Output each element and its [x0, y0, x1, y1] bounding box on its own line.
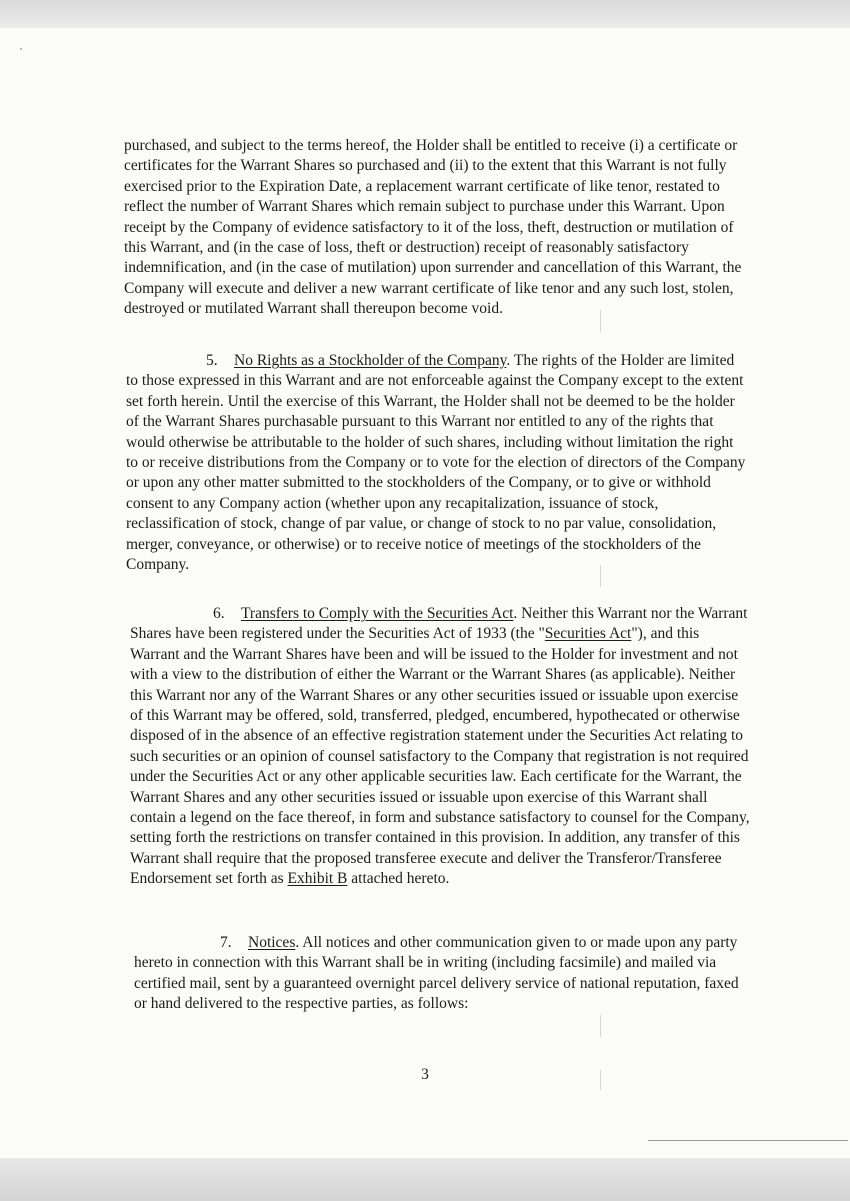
footer-rule	[648, 1140, 848, 1141]
section-5-heading: No Rights as a Stockholder of the Company	[234, 352, 507, 369]
exhibit-b-reference: Exhibit B	[287, 870, 348, 888]
section-6-heading: Transfers to Comply with the Securities Act	[241, 605, 514, 622]
section-7-number: 7.	[220, 934, 232, 951]
scan-top-edge	[0, 0, 850, 28]
section-5-paragraph	[126, 351, 746, 575]
section-7-paragraph	[134, 933, 754, 1015]
section-5-number: 5.	[206, 352, 218, 369]
section-6-body-part3: attached hereto.	[347, 870, 450, 888]
scan-speck	[20, 48, 22, 50]
page-number: 3	[421, 1066, 429, 1083]
section-7-heading: Notices	[248, 934, 296, 951]
section-6-number: 6.	[213, 605, 225, 622]
section-6-body-part2: "), and this Warrant and the Warrant Shares have been and will be issued to the Holder for investment and not with a view to the distribution of either the Warrant or the Warrant Shares (as applicable). Neither this Warrant nor any of the Warrant Shares or any other securities issued or issuable upon exercise of this Warrant may be offered, sold, transferred, pledged, encumbered, hypothecated or otherwise disposed of in the absence of an effective registration statement under the Securities Act relating to such securities or an opinion of counsel satisfactory to the Company that registration is not required under the Securities Act or any other applicable securities law. Each certificate for the Warrant, the Warrant Shares and any other securities issued or issuable upon exercise of this Warrant shall contain a legend on the face thereof, in form and substance satisfactory to counsel for the Company, setting forth the restrictions on transfer contained in this provision. In addition, any transfer of this Warrant shall require that the proposed transferee execute and deliver the Transferor/Transferee Endorsement set forth as	[130, 625, 750, 888]
section-6-paragraph	[130, 604, 750, 890]
scan-bottom-edge	[0, 1158, 850, 1201]
paragraph-continuation: purchased, and subject to the terms hereof, the Holder shall be entitled to receive (i) a certificate or certificates for the Warrant Shares so purchased and (ii) to the extent that this Warrant is not fully exercised prior to the Expiration Date, a replacement warrant certificate of like tenor, restated to reflect the number of Warrant Shares which remain subject to purchase under this Warrant. Upon receipt by the Company of evidence satisfactory to it of the loss, theft, destruction or mutilation of this Warrant, and (in the case of loss, theft or destruction) receipt of reasonably satisfactory indemnification, and (in the case of mutilation) upon surrender and cancellation of this Warrant, the Company will execute and deliver a new warrant certificate of like tenor and any such lost, stolen, destroyed or mutilated Warrant shall thereupon become void.	[124, 137, 742, 318]
scan-mark	[600, 1015, 601, 1037]
section-7-body: . All notices and other communication given to or made upon any party hereto in connection with this Warrant shall be in writing (including facsimile) and mailed via certified mail, sent by a guaranteed overnight parcel delivery service of national reputation, faxed or hand delivered to the respective parties, as follows:	[134, 934, 739, 1013]
section-6-body-part1: . Neither this Warrant nor the Warrant Shares have been registered under the Securities Act of 1933 (the "	[130, 605, 748, 643]
securities-act-defined-term: Securities Act	[544, 625, 632, 643]
section-5-body: . The rights of the Holder are limited to those expressed in this Warrant and are not enforceable against the Company except to the extent set forth herein. Until the exercise of this Warrant, the Holder shall not be deemed to be the holder of the Warrant Shares purchasable pursuant to this Warrant nor entitled to any of the rights that would otherwise be attributable to the holder of such shares, including without limitation the right to or receive distributions from the Company or to vote for the election of directors of the Company or upon any other matter submitted to the stockholders of the Company, or to give or withhold consent to any Company action (whether upon any recapitalization, issuance of stock, reclassification of stock, change of par value, or change of stock to no par value, consolidation, merger, conveyance, or otherwise) or to receive notice of meetings of the stockholders of the Company.	[126, 352, 746, 574]
